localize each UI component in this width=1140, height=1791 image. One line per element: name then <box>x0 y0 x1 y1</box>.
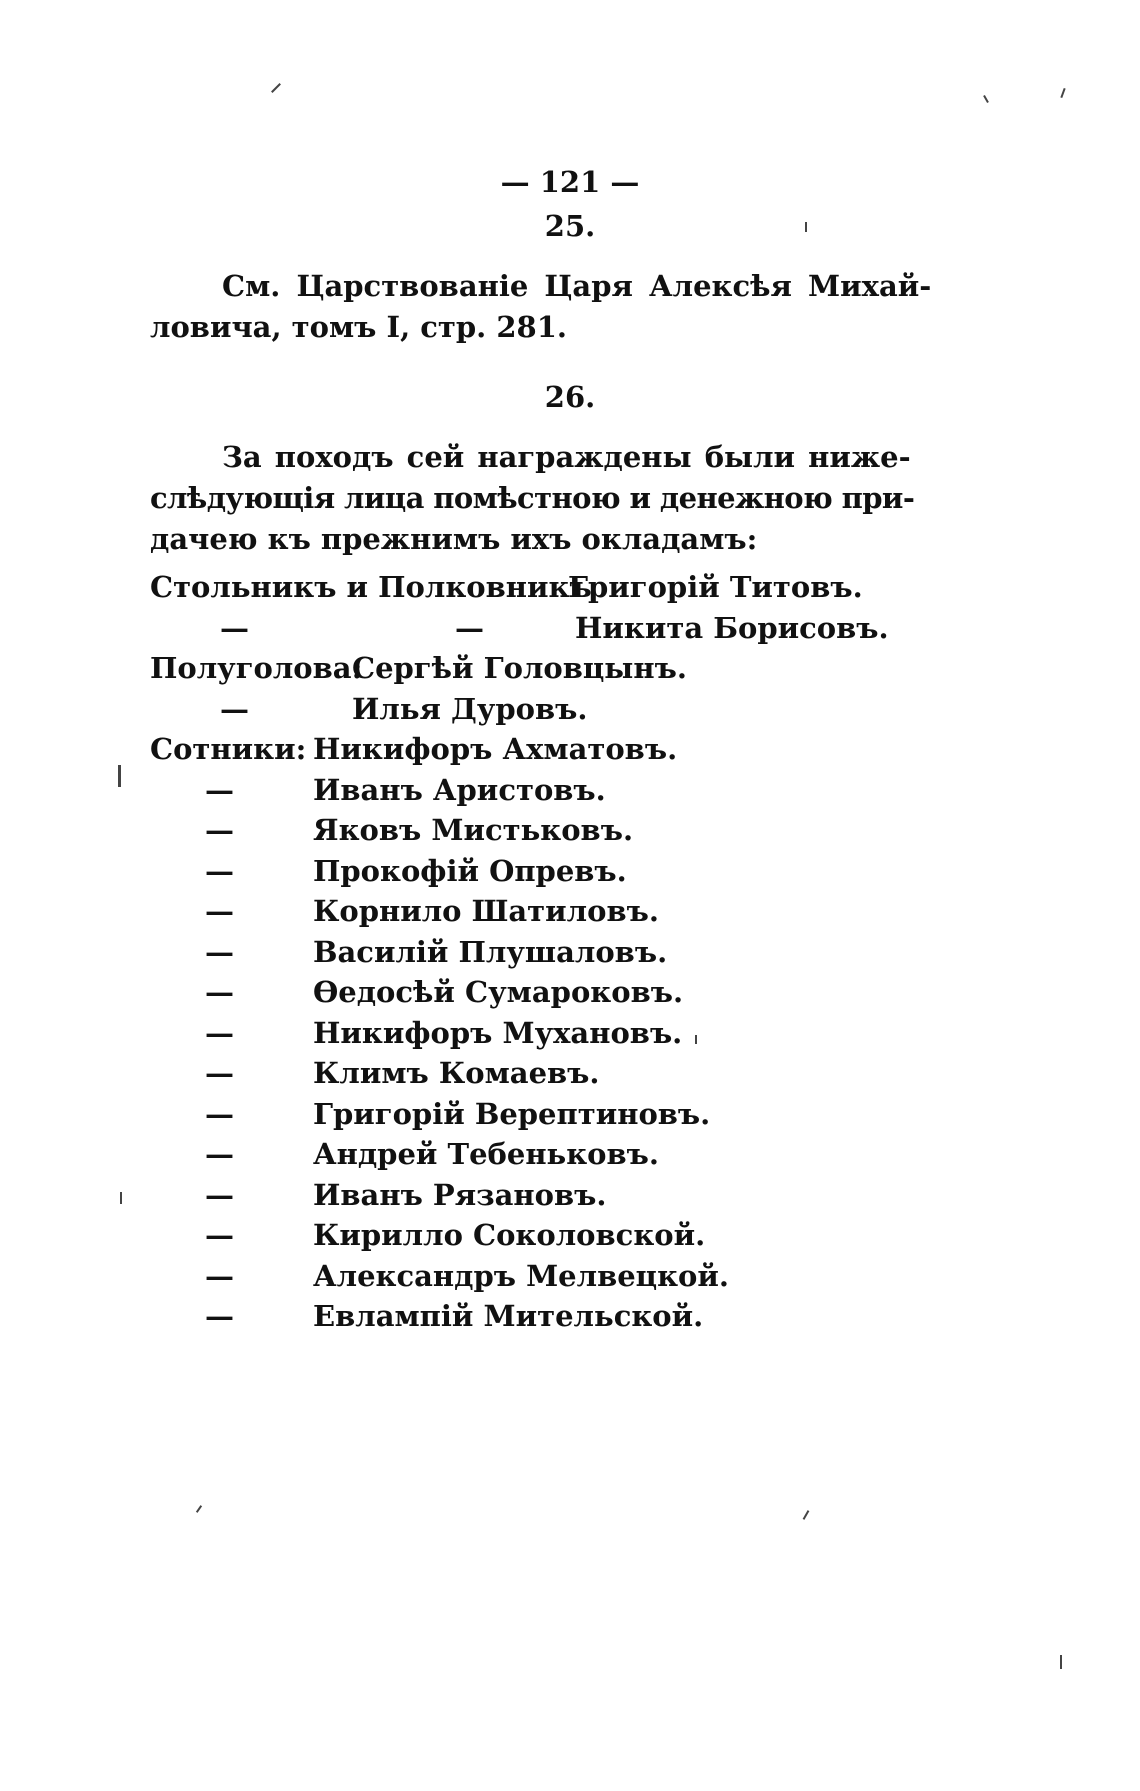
scan-speck <box>695 1035 697 1044</box>
ditto-dash: — <box>205 1218 234 1252</box>
sotnik-name: Евлампій Мительской. <box>313 1299 704 1333</box>
ditto-dash: — <box>220 692 249 726</box>
sotnik-name: Иванъ Рязановъ. <box>313 1178 607 1212</box>
sotnik-name: Ѳедосѣй Сумароковъ. <box>313 975 684 1009</box>
sotnik-name: Никифоръ Ахматовъ. <box>313 732 678 766</box>
polugolova-name-1: Сергѣй Головцынъ. <box>352 651 687 685</box>
note-26-number: 26. <box>544 380 596 414</box>
scan-speck <box>118 765 121 787</box>
ditto-dash: — <box>205 773 234 807</box>
sotnik-name: Яковъ Мистьковъ. <box>313 813 634 847</box>
scan-speck <box>805 222 807 232</box>
ditto-dash: — <box>205 854 234 888</box>
ditto-dash: — <box>205 935 234 969</box>
polugolova-label: Полуголова: <box>150 651 363 685</box>
note-26-text-line-1: За походъ сей награждены были ниже- <box>222 440 911 474</box>
page-number: — 121 — <box>500 165 640 199</box>
scan-speck <box>1060 88 1065 98</box>
polugolova-name-2: Илья Дуровъ. <box>352 692 588 726</box>
sotniki-label: Сотники: <box>150 732 307 766</box>
scan-speck <box>196 1505 202 1513</box>
ditto-dash: — <box>205 1016 234 1050</box>
note-25-text-line-1: См. Царствованіе Царя Алексѣя Михай- <box>222 269 932 303</box>
sotnik-name: Прокофій Опревъ. <box>313 854 627 888</box>
ditto-dash: — <box>205 1178 234 1212</box>
note-25-number: 25. <box>544 209 596 243</box>
stolnik-name-1: Григорій Титовъ. <box>568 570 863 604</box>
sotnik-name: Никифоръ Мухановъ. <box>313 1016 683 1050</box>
note-26-text-line-2: слѣдующія лица помѣстною и денежною при- <box>150 481 915 515</box>
stolnik-name-2: Никита Борисовъ. <box>575 611 889 645</box>
note-26-text-line-3: дачею къ прежнимъ ихъ окладамъ: <box>150 522 758 556</box>
sotnik-name: Александръ Мелвецкой. <box>313 1259 729 1293</box>
ditto-dash: — <box>205 1097 234 1131</box>
scan-speck <box>120 1192 122 1204</box>
stolnik-label: Стольникъ и Полковникъ <box>150 570 592 604</box>
note-25-text-line-2: ловича, томъ I, стр. 281. <box>150 310 567 344</box>
ditto-dash: — <box>205 1299 234 1333</box>
sotnik-name: Андрей Тебеньковъ. <box>313 1137 660 1171</box>
ditto-dash: — <box>205 1056 234 1090</box>
sotnik-name: Григорій Верептиновъ. <box>313 1097 711 1131</box>
sotnik-name: Климъ Комаевъ. <box>313 1056 600 1090</box>
ditto-dash: — <box>220 611 249 645</box>
ditto-dash: — <box>205 975 234 1009</box>
sotnik-name: Иванъ Аристовъ. <box>313 773 606 807</box>
scan-speck <box>983 95 989 103</box>
ditto-dash: — <box>205 894 234 928</box>
scan-speck <box>1060 1655 1062 1669</box>
sotnik-name: Корнило Шатиловъ. <box>313 894 659 928</box>
ditto-dash: — <box>455 611 484 645</box>
scan-speck <box>271 83 281 93</box>
scan-speck <box>803 1510 810 1520</box>
sotnik-name: Василій Плушаловъ. <box>313 935 668 969</box>
ditto-dash: — <box>205 1137 234 1171</box>
ditto-dash: — <box>205 1259 234 1293</box>
ditto-dash: — <box>205 813 234 847</box>
sotnik-name: Кирилло Соколовской. <box>313 1218 706 1252</box>
